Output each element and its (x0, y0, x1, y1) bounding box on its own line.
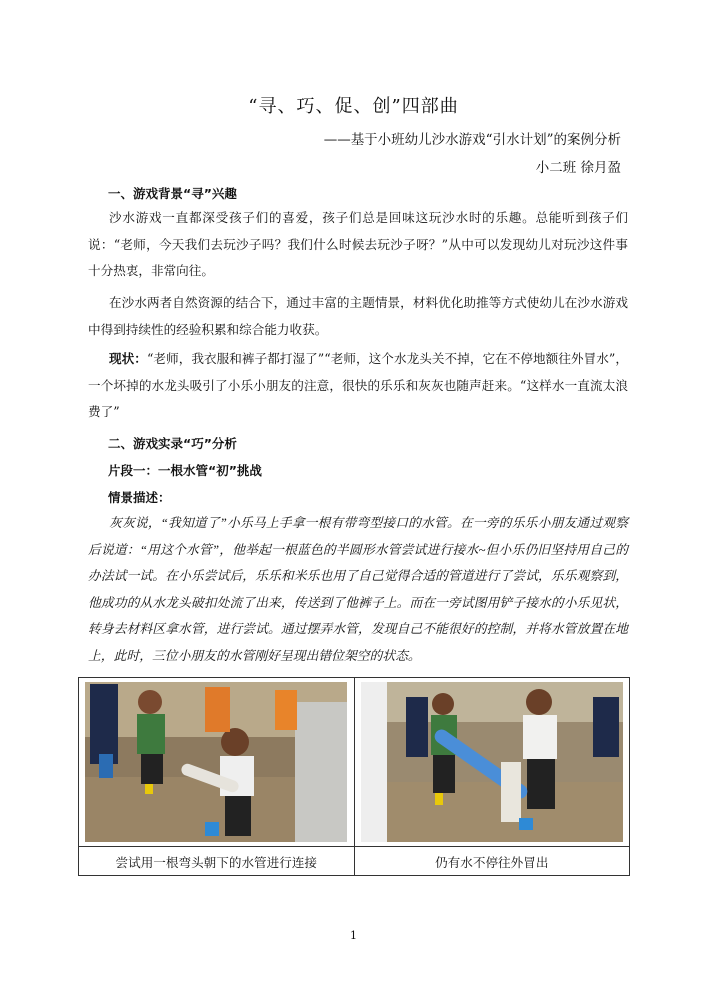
caption-right: 仍有水不停往外冒出 (354, 847, 630, 876)
photo-children-pipe-left (85, 682, 347, 842)
document-subtitle: ——基于小班幼儿沙水游戏“引水计划”的案例分析 (323, 132, 621, 148)
photo-table (78, 677, 630, 876)
status-text: “老师，我衣服和裤子都打湿了”“老师，这个水龙头关不掉，它在不停地额往外冒水”，一个坏掉的水龙头吸引了小乐小朋友的注意，很快的乐乐和灰灰也随声赶来。“这样水一直流太浪费了” (88, 351, 628, 419)
page-number: 1 (350, 929, 357, 942)
photo-cell-right (354, 678, 630, 847)
description-label: 情景描述： (108, 490, 171, 505)
photo-children-pipe-right (361, 682, 623, 842)
section-heading-1: 一、游戏背景“寻”兴趣 (108, 186, 237, 201)
photo-cell-left (79, 678, 355, 847)
status-label: 现状： (109, 351, 147, 366)
fragment-heading: 片段一：一根水管“初”挑战 (108, 463, 262, 478)
paragraph-resources: 在沙水两者自然资源的结合下，通过丰富的主题情景，材料优化助推等方式使幼儿在沙水游戏中得到持续性的经验积累和综合能力收获。 (88, 295, 628, 337)
author-line: 小二班 徐月盈 (535, 160, 621, 176)
section-heading-2: 二、游戏实录“巧”分析 (108, 436, 237, 451)
paragraph-background: 沙水游戏一直都深受孩子们的喜爱，孩子们总是回味这玩沙水时的乐趣。总能听到孩子们说：“老师，今天我们去玩沙子吗？我们什么时候去玩沙子呀？”从中可以发现幼儿对玩沙这件事十分热衷，非常向往。 (88, 210, 628, 278)
paragraph-scene-description: 灰灰说，“我知道了”小乐马上手拿一根有带弯型接口的水管。在一旁的乐乐小朋友通过观察后说道：“用这个水管”，他举起一根蓝色的半圆形水管尝试进行接水~但小乐仍旧坚持用自己的办法试一试。在小乐尝试后，乐乐和米乐也用了自己觉得合适的管道进行了尝试，乐乐观察到，他成功的从水龙头破扣处流了出来，传送到了他裤子上。而在一旁试图用铲子接水的小乐见状，转身去材料区拿水管，进行尝试。通过摆弄水管，发现自己不能很好的控制，并将水管放置在地上，此时，三位小朋友的水管刚好呈现出错位架空的状态。 (88, 516, 628, 663)
caption-left: 尝试用一根弯头朝下的水管进行连接 (79, 847, 355, 876)
document-title: “寻、巧、促、创”四部曲 (248, 96, 459, 117)
paragraph-status (88, 346, 628, 426)
